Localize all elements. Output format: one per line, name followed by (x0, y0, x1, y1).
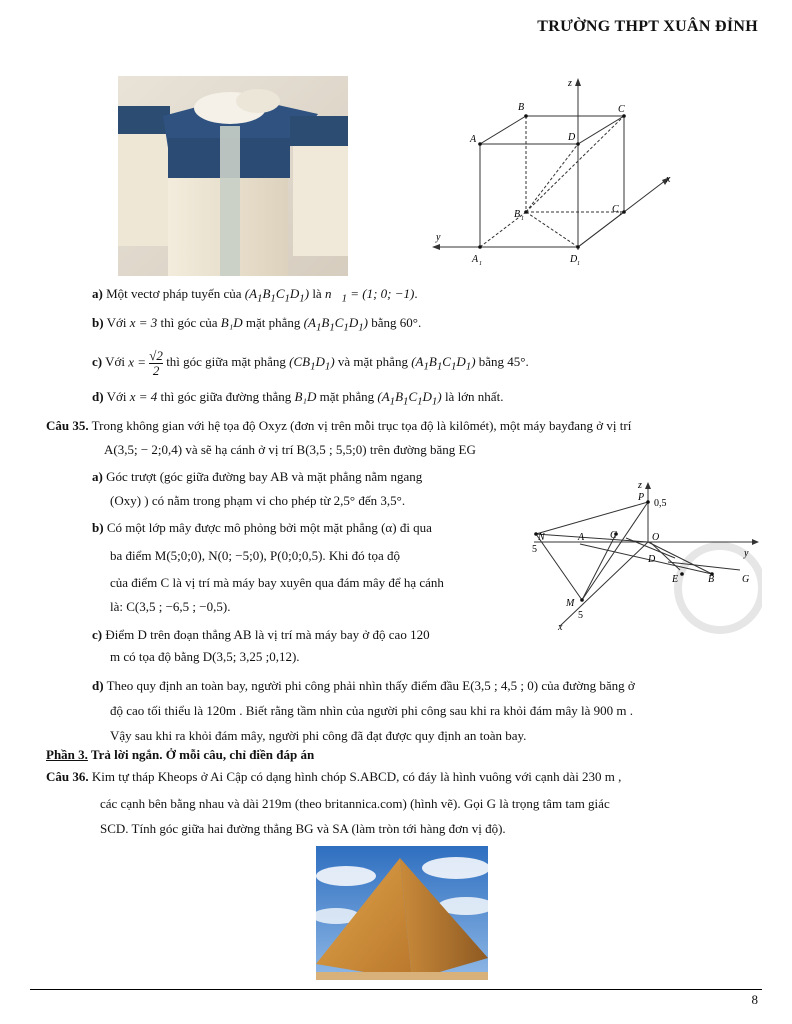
axis-x-label: x (666, 174, 671, 185)
point-E: E (672, 574, 679, 585)
point-M: M (566, 598, 575, 609)
part3-heading: Phần 3. Trả lời ngắn. Ở mỗi câu, chỉ điền đáp án (46, 747, 315, 762)
q35-line1: Câu 35. Trong không gian với hệ tọa độ Oxyz (đơn vị trên mỗi trục tọa độ là kilômét), một máy bayđang ở vị trí (46, 418, 632, 433)
q35-b-line4: là: C(3,5 ; −6,5 ; −0,5). (110, 599, 231, 614)
axis-x-label: x (558, 622, 563, 633)
q36-line3: SCD. Tính góc giữa hai đường thẳng BG và SA (làm tròn tới hàng đơn vị độ). (100, 821, 506, 836)
q35-a-line1: a) Góc trượt (góc giữa đường bay AB và mặt phẳng nằm ngang (92, 469, 423, 484)
q36-line2: các cạnh bên bằng nhau và dài 219m (theo britannica.com) (hình vẽ). Gọi G là trọng tâm tam giác (100, 796, 610, 811)
point-D: D (648, 554, 656, 565)
vertex-B1: B (514, 209, 521, 220)
school-header: TRƯỜNG THPT XUÂN ĐỈNH (537, 18, 758, 35)
point-C: C (610, 530, 617, 541)
q34-item-b: b) Với x = 3 thì góc của B₁D mặt phẳng $(A_1B_1C_1D_1)$ bằng 60°. (92, 315, 422, 334)
svg-text:1: 1 (619, 211, 622, 217)
point-A: A (578, 532, 585, 543)
q34-item-d: d) Với x = 4 thì góc giữa đường thẳng B₁D mặt phẳng $(A_1B_1C_1D_1)$ là lớn nhất. (92, 389, 504, 408)
axis-y-label: y (436, 232, 441, 243)
svg-text:5: 5 (532, 544, 537, 555)
q34-item-a: a) Một vectơ pháp tuyến của $(A_1B_1C_1D_1)$ là $n⃗_1 = (1$; 0; −1). (92, 286, 418, 305)
footer-divider (30, 989, 762, 990)
page-number: 8 (751, 992, 758, 1007)
q35-c-line2: m có tọa độ bằng D(3,5; 3,25 ;0,12). (110, 649, 300, 664)
q35-a-line2: (Oxy) ) có nằm trong phạm vi cho phép từ 2,5° đến 3,5°. (110, 493, 406, 508)
flight-path-diagram (530, 478, 762, 636)
vertex-C1: C (612, 204, 619, 215)
svg-text:1: 1 (577, 261, 580, 267)
q35-b-line2: ba điểm M(5;0;0), N(0; −5;0), P(0;0;0,5). Khi đó tọa độ (110, 548, 401, 563)
q36-line1: Câu 36. Kim tự tháp Kheops ở Ai Cập có dạng hình chóp S.ABCD, có đáy là hình vuông với cạnh dài 230 m , (46, 769, 622, 784)
svg-text:1: 1 (521, 216, 524, 222)
q34-item-c: c) Với x = $\frac{√2}{2}$ thì góc giữa mặt phẳng $(CB_1D_1)$ và mặt phẳng $(A_1B_1C_1D_1)$ bằng 45°. (92, 347, 529, 378)
q35-d-line1: d) Theo quy định an toàn bay, người phi công phải nhìn thấy điểm đầu E(3,5 ; 4,5 ; 0) của đường băng ở (92, 678, 635, 693)
point-O: O (652, 532, 660, 543)
vertex-C: C (618, 104, 625, 115)
point-B: B (708, 574, 715, 585)
q35-b-line1: b) Có một lớp mây được mô phỏng bởi một mặt phẳng (α) đi qua (92, 520, 432, 535)
svg-text:1: 1 (479, 261, 482, 267)
gift-box-photo (118, 76, 348, 276)
q35-d-line2: độ cao tối thiểu là 120m . Biết rằng tầm nhìn của người phi công sau khi ra khỏi đám mây là 900 m . (110, 703, 633, 718)
vertex-D1: D (570, 254, 578, 265)
axis-y-label: y (744, 548, 749, 559)
q35-line2: A(3,5; − 2;0,4) và sẽ hạ cánh ở vị trí B(3,5 ; 5,5;0) trên đường băng EG (104, 442, 476, 457)
axis-z-label: z (568, 78, 572, 89)
point-G: G (742, 574, 750, 585)
vertex-A: A (470, 134, 477, 145)
point-N: N (538, 532, 545, 543)
height-label: 0,5 (654, 498, 667, 509)
point-P: P (638, 492, 645, 503)
svg-text:5: 5 (578, 610, 583, 621)
q35-b-line3: của điểm C là vị trí mà máy bay xuyên qua đám mây để hạ cánh (110, 575, 444, 590)
axis-z-label: z (638, 480, 642, 491)
q35-d-line3: Vậy sau khi ra khỏi đám mây, người phi công đã đạt được quy định an toàn bay. (110, 728, 527, 743)
vertex-A1: A (472, 254, 479, 265)
pyramid-photo (316, 846, 488, 980)
cube-diagram (428, 72, 688, 268)
q35-c-line1: c) Điểm D trên đoạn thẳng AB là vị trí mà máy bay ở độ cao 120 (92, 627, 430, 642)
vertex-B: B (518, 102, 525, 113)
vertex-D: D (568, 132, 576, 143)
